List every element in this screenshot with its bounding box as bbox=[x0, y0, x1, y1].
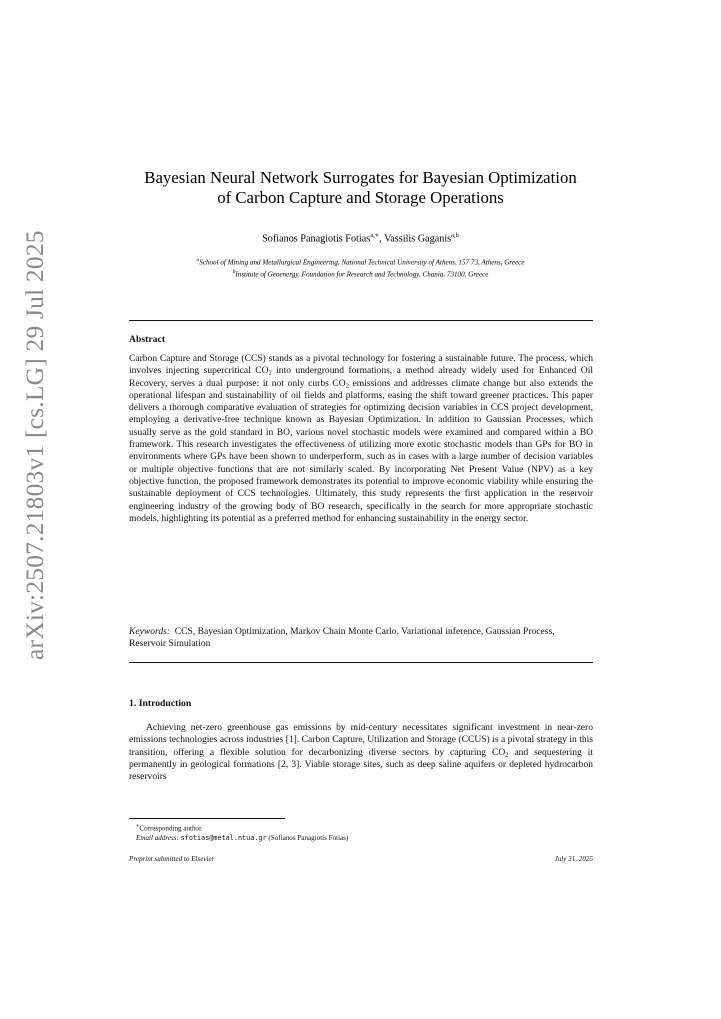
abstract-bottom-rule bbox=[129, 662, 593, 663]
page-footer bbox=[129, 855, 593, 863]
abstract-top-rule bbox=[129, 320, 593, 321]
corresponding-author-note: ∗Corresponding author. bbox=[136, 824, 203, 833]
author-affiliation-marks: a,∗ bbox=[370, 232, 380, 239]
title-line-2: of Carbon Capture and Storage Operations bbox=[217, 188, 504, 207]
footnote bbox=[129, 822, 593, 843]
paper-title bbox=[100, 168, 621, 208]
author-affiliation-marks: a,b bbox=[451, 232, 459, 239]
section-heading-introduction: 1. Introduction bbox=[129, 698, 192, 709]
title-line-1: Bayesian Neural Network Surrogates for Bayesian Optimization bbox=[144, 168, 577, 187]
affiliations bbox=[100, 256, 621, 280]
keywords bbox=[129, 626, 593, 651]
keywords-list: CCS, Bayesian Optimization, Markov Chain Monte Carlo, Variational inference, Gaussian Process, Reservoir Simulation bbox=[129, 626, 555, 650]
author-name: Vassilis Gaganis bbox=[384, 233, 452, 245]
author-list: Sofianos Panagiotis Fotias$^{a,∗}$, Vassilis Gaganis$^{a,b}$ bbox=[262, 232, 459, 245]
affiliation-a: $^a$School of Mining and Metallurgical Engineering, National Technical University of Athens, 157 73, Athens, Greece bbox=[196, 257, 525, 267]
author-name: Sofianos Panagiotis Fotias bbox=[262, 233, 371, 245]
email-note: Email address: sfotias@metal.ntua.gr (Sofianos Panagiotis Fotias) bbox=[136, 833, 349, 842]
footer-date: July 31, 2025 bbox=[554, 855, 593, 863]
email-address[interactable]: sfotias@metal.ntua.gr bbox=[180, 833, 267, 842]
footer-journal: Preprint submitted to Elsevier bbox=[129, 855, 215, 863]
affiliation-b: $^b$Institute of Geoenergy, Foundation for Research and Technology, Chania, 73100, Greece bbox=[232, 268, 489, 279]
footnote-rule bbox=[129, 818, 285, 819]
abstract-text: Carbon Capture and Storage (CCS) stands as a pivotal technology for fostering a sustainable future. The process, which involves injecting supercritical $CO_2$ into underground formations, a method already widely used for Enhanced Oil Recovery, serves a dual purpose: it not only curbs $CO_2$ emissions and addresses climate change but also extends the operational lifespan and sustainability of oil fields and platforms, easing the shift toward greener practices. This paper delivers a thorough comparative evaluation of strategies for optimizing decision variables in CCS project development, employing a derivative-free technique known as Bayesian Optimization. In addition to Gaussian Processes, which usually serve as the gold standard in BO, various novel stochastic models were examined and compared within a BO framework. This research investigates the effectiveness of utilizing more exotic stochastic models than GPs for BO in environments where GPs have been shown to underperform, such as in cases with a large number of decision variables or multiple objective functions that are not similarly scaled. By incorporating Net Present Value (NPV) as a key objective function, the proposed framework demonstrates its potential to improve economic viability while ensuring the sustainable deployment of CCS technologies. Ultimately, this study represents the first application in the reservoir engineering industry of the growing body of BO research, specifically in the search for more appropriate stochastic models, highlighting its potential as a preferred method for enhancing sustainability in the energy sector. bbox=[129, 353, 594, 524]
introduction-text: Achieving net-zero greenhouse gas emissions by mid-century necessitates significant investment in near-zero emissions technologies across industries [1]. Carbon Capture, Utilization and Storage (CCUS) is a pivotal strategy in this transition, offering a flexible solution for decarbonizing diverse sectors by capturing $CO_2$ and sequestering it permanently in geological formations [2, 3]. Viable storage sites, such as deep saline aquifers or depleted hydrocarbon reservoirs bbox=[129, 722, 593, 783]
arxiv-identifier-stamp: arXiv:2507.21803v1 [cs.LG] 29 Jul 2025 bbox=[20, 230, 49, 660]
abstract-heading: Abstract bbox=[129, 334, 166, 345]
keywords-label: Keywords: bbox=[129, 626, 171, 637]
